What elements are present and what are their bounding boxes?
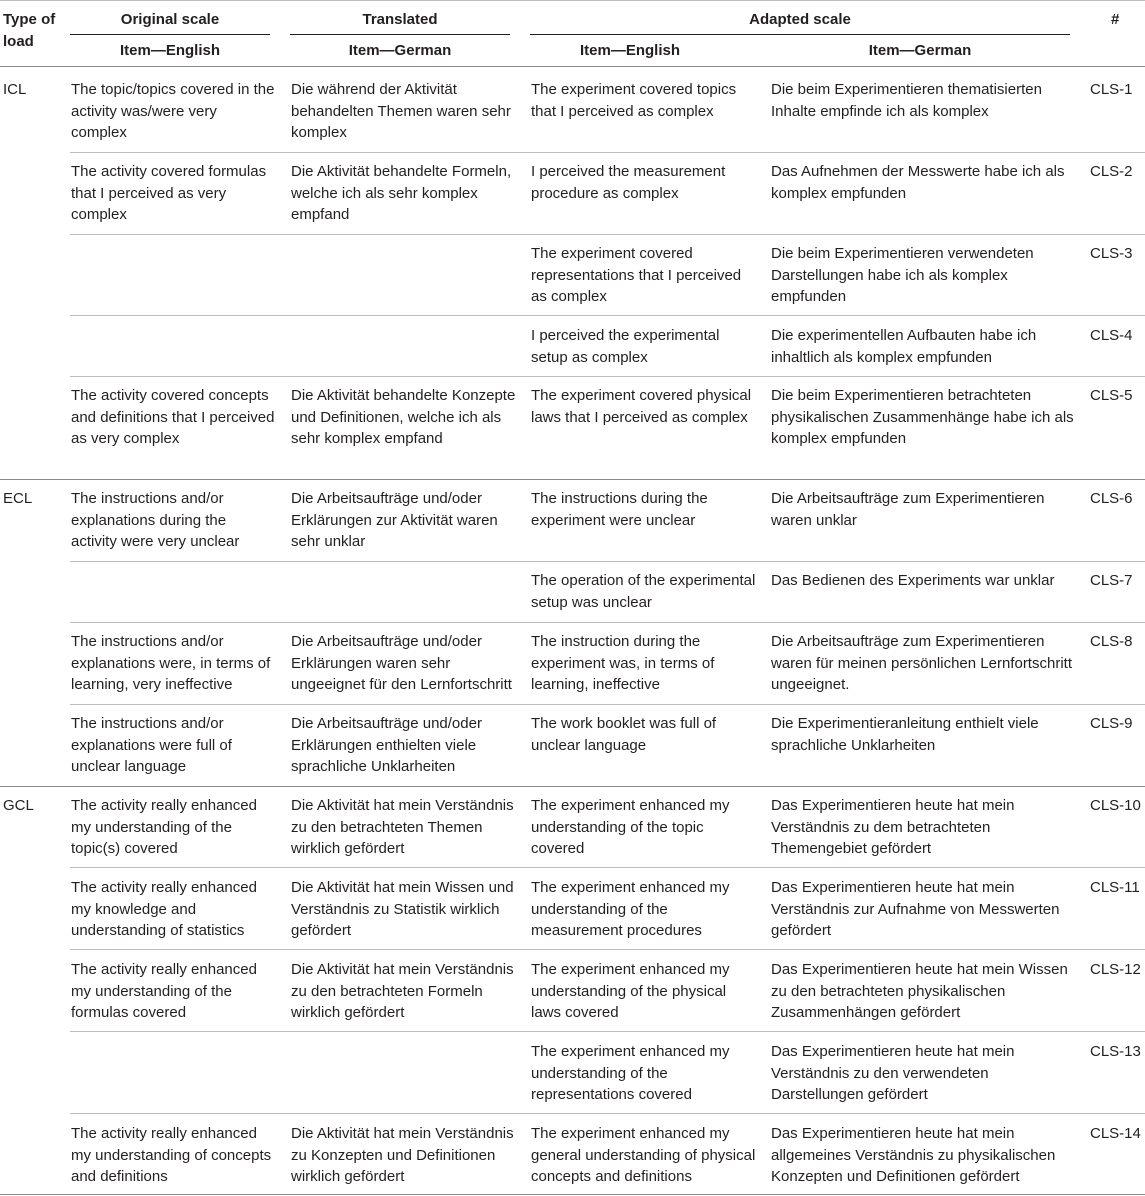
row-rule (70, 1113, 1145, 1114)
table-cell-type: ICL (3, 81, 27, 98)
row-rule (70, 949, 1145, 950)
table-cell-original-english: The activity covered concepts and definitions that I perceived as very complex (71, 387, 275, 447)
table-cell-translated-german: Die Aktivität behandelte Formeln, welche ich als sehr komplex empfand (291, 163, 512, 223)
row-rule (70, 622, 1145, 623)
table-cell-adapted-english: The instruction during the experiment was, in terms of learning, ineffective (531, 633, 715, 693)
table-cell-adapted-german: Die beim Experimentieren betrachteten physikalischen Zusammenhänge habe ich als komplex empfunden (771, 387, 1074, 447)
table-cell-type: GCL (3, 797, 34, 814)
table-cell-translated-german: Die Arbeitsaufträge und/oder Erklärungen waren sehr ungeeignet für den Lernfortschritt (291, 633, 512, 693)
table-cell-id: CLS-9 (1090, 715, 1133, 732)
original-scale-rule (70, 34, 270, 35)
table-cell-original-english: The activity covered formulas that I perceived as very complex (71, 163, 267, 223)
table-cell-id: CLS-7 (1090, 572, 1133, 589)
table-cell-translated-german: Die Aktivität hat mein Verständnis zu den betrachteten Formeln wirklich gefördert (291, 961, 514, 1021)
table-cell-translated-german: Die Aktivität behandelte Konzepte und Definitionen, welche ich als sehr komplex empfand (291, 387, 516, 447)
header-translated-item-german: Item—German (348, 42, 452, 59)
table-cell-id: CLS-11 (1090, 879, 1140, 896)
row-rule (70, 867, 1145, 868)
table-cell-translated-german: Die Arbeitsaufträge und/oder Erklärungen enthielten viele sprachliche Unklarheiten (291, 715, 482, 775)
table-cell-id: CLS-6 (1090, 490, 1133, 507)
table-cell-original-english: The activity really enhanced my understanding of concepts and definitions (71, 1125, 272, 1185)
table-cell-adapted-english: The experiment enhanced my understanding of the physical laws covered (531, 961, 730, 1021)
table-cell-translated-german: Die Aktivität hat mein Verständnis zu den betrachteten Themen wirklich gefördert (291, 797, 514, 857)
table-cell-adapted-german: Die Experimentieranleitung enthielt viele sprachliche Unklarheiten (771, 715, 1039, 754)
table-cell-adapted-german: Das Experimentieren heute hat mein Verständnis zur Aufnahme von Messwerten gefördert (771, 879, 1060, 939)
table-cell-adapted-english: I perceived the measurement procedure as complex (531, 163, 726, 202)
header-original-item-english: Item—English (119, 42, 220, 59)
header-adapted-scale: Adapted scale (749, 11, 851, 28)
row-rule (70, 1031, 1145, 1032)
table-cell-adapted-english: The experiment enhanced my understanding of the measurement procedures (531, 879, 730, 939)
table-cell-id: CLS-5 (1090, 387, 1133, 404)
table-cell-adapted-english: The experiment covered representations that I perceived as complex (531, 245, 742, 305)
table-cell-id: CLS-4 (1090, 327, 1133, 344)
row-rule (70, 376, 1145, 377)
table-cell-adapted-german: Das Experimentieren heute hat mein Verständnis zu dem betrachteten Themengebiet gefördert (771, 797, 1015, 857)
header-adapted-item-german: Item—German (868, 42, 972, 59)
table-cell-original-english: The activity really enhanced my knowledge and understanding of statistics (71, 879, 257, 939)
table-cell-adapted-english: The experiment covered physical laws that I perceived as complex (531, 387, 752, 426)
table-cell-translated-german: Die Aktivität hat mein Wissen und Verständnis zu Statistik wirklich gefördert (291, 879, 514, 939)
table-cell-adapted-english: The instructions during the experiment were unclear (531, 490, 708, 529)
header-id: # (1111, 11, 1120, 28)
table-cell-adapted-english: The experiment covered topics that I perceived as complex (531, 81, 737, 120)
table-cell-original-english: The topic/topics covered in the activity was/were very complex (71, 81, 275, 141)
table-cell-adapted-english: The experiment enhanced my understanding of the representations covered (531, 1043, 730, 1103)
table-cell-original-english: The instructions and/or explanations were full of unclear language (71, 715, 232, 775)
table-cell-translated-german: Die während der Aktivität behandelten Themen waren sehr komplex (291, 81, 511, 141)
table-cell-adapted-german: Die experimentellen Aufbauten habe ich inhaltlich als komplex empfunden (771, 327, 1037, 366)
table-cell-adapted-german: Das Bedienen des Experiments war unklar (771, 572, 1055, 589)
table-cell-adapted-english: The experiment enhanced my general understanding of physical concepts and definitions (531, 1125, 756, 1185)
table-cell-adapted-german: Das Experimentieren heute hat mein allgemeines Verständnis zu physikalischen Konzepten und Definitionen gefördert (771, 1125, 1056, 1185)
table-cell-translated-german: Die Aktivität hat mein Verständnis zu Konzepten und Definitionen wirklich gefördert (291, 1125, 514, 1185)
header-original-scale: Original scale (120, 11, 220, 28)
row-rule (70, 561, 1145, 562)
table-cell-id: CLS-1 (1090, 81, 1133, 98)
table-cell-adapted-german: Das Experimentieren heute hat mein Wissen zu den betrachteten physikalischen Zusammenhängen gefördert (771, 961, 1068, 1021)
header-type-of-load: Type of load (3, 11, 56, 50)
table-cell-translated-german: Die Arbeitsaufträge und/oder Erklärungen zur Aktivität waren sehr unklar (291, 490, 498, 550)
table-cell-adapted-english: The work booklet was full of unclear language (531, 715, 717, 754)
group-rule (0, 786, 1145, 787)
table-cell-id: CLS-14 (1090, 1125, 1141, 1142)
table-cell-adapted-german: Das Aufnehmen der Messwerte habe ich als komplex empfunden (771, 163, 1065, 202)
adapted-scale-rule (530, 34, 1070, 35)
header-bottom-rule (0, 66, 1145, 67)
table-cell-original-english: The instructions and/or explanations were, in terms of learning, very ineffective (71, 633, 271, 693)
row-rule (70, 152, 1145, 153)
table-cell-original-english: The activity really enhanced my understanding of the topic(s) covered (71, 797, 257, 857)
table-cell-adapted-english: The operation of the experimental setup was unclear (531, 572, 756, 611)
table-cell-id: CLS-12 (1090, 961, 1141, 978)
table-cell-adapted-german: Die Arbeitsaufträge zum Experimentieren waren unklar (771, 490, 1045, 529)
table-bottom-rule (0, 1194, 1145, 1195)
table-cell-type: ECL (3, 490, 33, 507)
header-translated: Translated (362, 11, 438, 28)
table-cell-adapted-english: The experiment enhanced my understanding of the topic covered (531, 797, 730, 857)
translated-rule (290, 34, 510, 35)
table-cell-adapted-german: Die Arbeitsaufträge zum Experimentieren waren für meinen persönlichen Lernfortschritt ungeeignet. (771, 633, 1072, 693)
table-cell-id: CLS-8 (1090, 633, 1133, 650)
row-rule (70, 315, 1145, 316)
table-cell-adapted-english: I perceived the experimental setup as complex (531, 327, 720, 366)
table-cell-id: CLS-2 (1090, 163, 1133, 180)
table-cell-adapted-german: Die beim Experimentieren verwendeten Darstellungen habe ich als komplex empfunden (771, 245, 1034, 305)
table-cell-id: CLS-3 (1090, 245, 1133, 262)
table-cell-original-english: The activity really enhanced my understanding of the formulas covered (71, 961, 257, 1021)
row-rule (70, 704, 1145, 705)
table-cell-original-english: The instructions and/or explanations during the activity were very unclear (71, 490, 240, 550)
table-cell-adapted-german: Die beim Experimentieren thematisierten Inhalte empfinde ich als komplex (771, 81, 1042, 120)
header-adapted-item-english: Item—English (579, 42, 680, 59)
table-cell-id: CLS-10 (1090, 797, 1141, 814)
group-rule (0, 479, 1145, 480)
table-cell-adapted-german: Das Experimentieren heute hat mein Verständnis zu den verwendeten Darstellungen gefördert (771, 1043, 1015, 1103)
table-cell-id: CLS-13 (1090, 1043, 1141, 1060)
row-rule (70, 234, 1145, 235)
table-top-rule (0, 0, 1145, 1)
